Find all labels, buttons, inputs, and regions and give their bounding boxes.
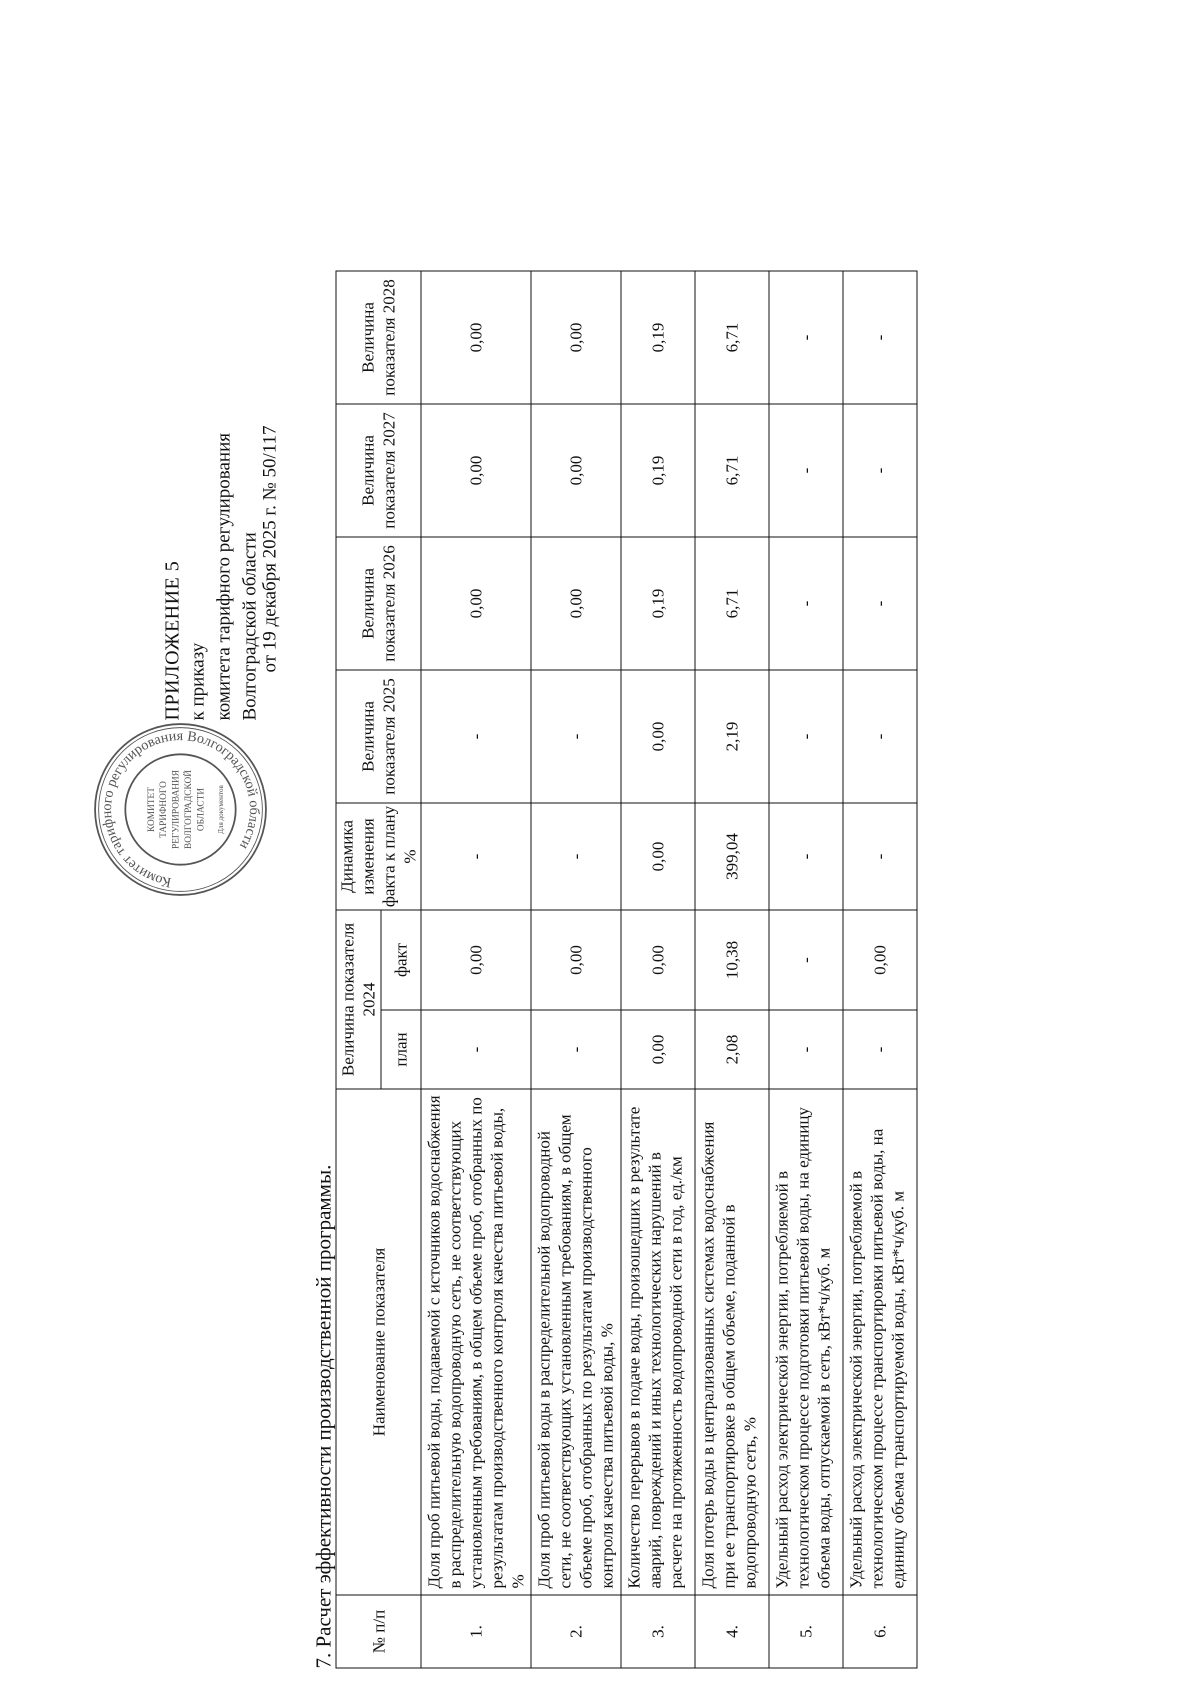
appendix-region: Волгоградской области	[239, 532, 261, 721]
header-dynamics: Динамика изменения факта к плану %	[336, 803, 421, 910]
row-2028: 6,71	[695, 271, 769, 404]
row-plan: -	[843, 1010, 917, 1089]
seal-line-1: КОМИТЕТ	[146, 787, 157, 832]
table-row	[621, 271, 695, 1668]
row-fact: 0,00	[843, 910, 917, 1010]
official-seal-icon	[92, 721, 270, 899]
row-dynamics: 0,00	[621, 803, 695, 910]
row-plan: -	[531, 1010, 621, 1089]
order-date: от 19 декабря 2025 г. № 50/117	[259, 425, 281, 673]
row-2025: 2,19	[695, 670, 769, 803]
row-2026: -	[769, 537, 843, 670]
row-name: Количество перерывов в подаче воды, произошедших в результате аварий, повреждений и иных технологических нарушений в расчете на протяженность водопроводной сети в год, ед./км	[621, 1089, 695, 1595]
row-2026: 0,19	[621, 537, 695, 670]
row-2028: -	[843, 271, 917, 404]
header-fact: факт	[381, 910, 421, 1010]
appendix-to-order: к приказу	[187, 642, 209, 721]
row-plan: 2,08	[695, 1010, 769, 1089]
row-num: 2.	[531, 1595, 621, 1668]
header-2025: Величина показателя 2025	[336, 670, 421, 803]
header-2026: Величина показателя 2026	[336, 537, 421, 670]
table-row	[531, 271, 621, 1668]
header-name: Наименование показателя	[336, 1089, 421, 1595]
row-plan: -	[769, 1010, 843, 1089]
row-2028: 0,00	[531, 271, 621, 404]
row-2026: 6,71	[695, 537, 769, 670]
row-fact: 0,00	[421, 910, 531, 1010]
row-num: 1.	[421, 1595, 531, 1668]
row-2027: -	[769, 404, 843, 537]
row-dynamics: -	[769, 803, 843, 910]
row-name: Доля потерь воды в централизованных системах водоснабжения при ее транспортировке в общем объеме, поданной в водопроводную сеть, %	[695, 1089, 769, 1595]
seal-line-5: ОБЛАСТИ	[196, 787, 207, 832]
row-2025: -	[769, 670, 843, 803]
seal-line-2: ТАРИФНОГО	[159, 781, 170, 838]
row-fact: 0,00	[621, 910, 695, 1010]
header-2024: Величина показателя 2024	[336, 910, 381, 1089]
row-plan: 0,00	[621, 1010, 695, 1089]
row-dynamics: -	[843, 803, 917, 910]
seal-line-4: ВОЛГОГРАДСКОЙ	[184, 770, 195, 849]
row-2025: 0,00	[621, 670, 695, 803]
row-dynamics: -	[421, 803, 531, 910]
row-2026: 0,00	[531, 537, 621, 670]
row-fact: -	[769, 910, 843, 1010]
header-plan: план	[381, 1010, 421, 1089]
row-name: Удельный расход электрической энергии, потребляемой в технологическом процессе подготовки питьевой воды, на единицу объема воды, отпускаемой в сеть, кВт*ч/куб. м	[769, 1089, 843, 1595]
appendix-title: ПРИЛОЖЕНИЕ 5	[161, 560, 184, 721]
seal-line-3: РЕГУЛИРОВАНИЯ	[171, 770, 182, 849]
table-row	[769, 271, 843, 1668]
row-fact: 0,00	[531, 910, 621, 1010]
header-2028: Величина показателя 2028	[336, 271, 421, 404]
rotated-page-content	[10, 58, 920, 1679]
row-name: Удельный расход электрической энергии, потребляемой в технологическом процессе транспортировки питьевой воды, на единицу объема транспортируемой воды, кВт*ч/куб. м	[843, 1089, 917, 1595]
row-2028: -	[769, 271, 843, 404]
table-row	[421, 271, 531, 1668]
table-row	[695, 271, 769, 1668]
row-name: Доля проб питьевой воды в распределительной водопроводной сети, не соответствующих установленным требованиям, в общем объеме проб, отобранных по результатам производственного контроля качества питьевой воды, %	[531, 1089, 621, 1595]
seal-bottom-line: Для документов	[217, 785, 226, 834]
row-fact: 10,38	[695, 910, 769, 1010]
row-2028: 0,19	[621, 271, 695, 404]
row-name: Доля проб питьевой воды, подаваемой с источников водоснабжения в распределительную водопроводную сеть, не соответствующих установленным требованиям, в общем объеме проб, отобранных по результатам производственного контроля качества питьевой воды, %	[421, 1089, 531, 1595]
appendix-committee: комитета тарифного регулирования	[213, 432, 235, 721]
row-dynamics: 399,04	[695, 803, 769, 910]
row-2025: -	[421, 670, 531, 803]
appendix-header	[160, 161, 264, 721]
row-2025: -	[531, 670, 621, 803]
row-num: 5.	[769, 1595, 843, 1668]
row-2026: -	[843, 537, 917, 670]
efficiency-table	[336, 271, 918, 1669]
row-2025: -	[843, 670, 917, 803]
row-2026: 0,00	[421, 537, 531, 670]
header-num: № п/п	[336, 1595, 421, 1668]
row-num: 3.	[621, 1595, 695, 1668]
row-dynamics: -	[531, 803, 621, 910]
section-title: 7. Расчет эффективности производственной программы.	[311, 1164, 336, 1669]
row-2027: 0,00	[421, 404, 531, 537]
row-2027: -	[843, 404, 917, 537]
row-2027: 6,71	[695, 404, 769, 537]
row-num: 4.	[695, 1595, 769, 1668]
table-row	[843, 271, 917, 1668]
row-2027: 0,19	[621, 404, 695, 537]
header-2027: Величина показателя 2027	[336, 404, 421, 537]
row-plan: -	[421, 1010, 531, 1089]
seal-ring-text: Комитет тарифного регулирования Волгоградской области	[99, 728, 262, 891]
row-num: 6.	[843, 1595, 917, 1668]
row-2028: 0,00	[421, 271, 531, 404]
row-2027: 0,00	[531, 404, 621, 537]
